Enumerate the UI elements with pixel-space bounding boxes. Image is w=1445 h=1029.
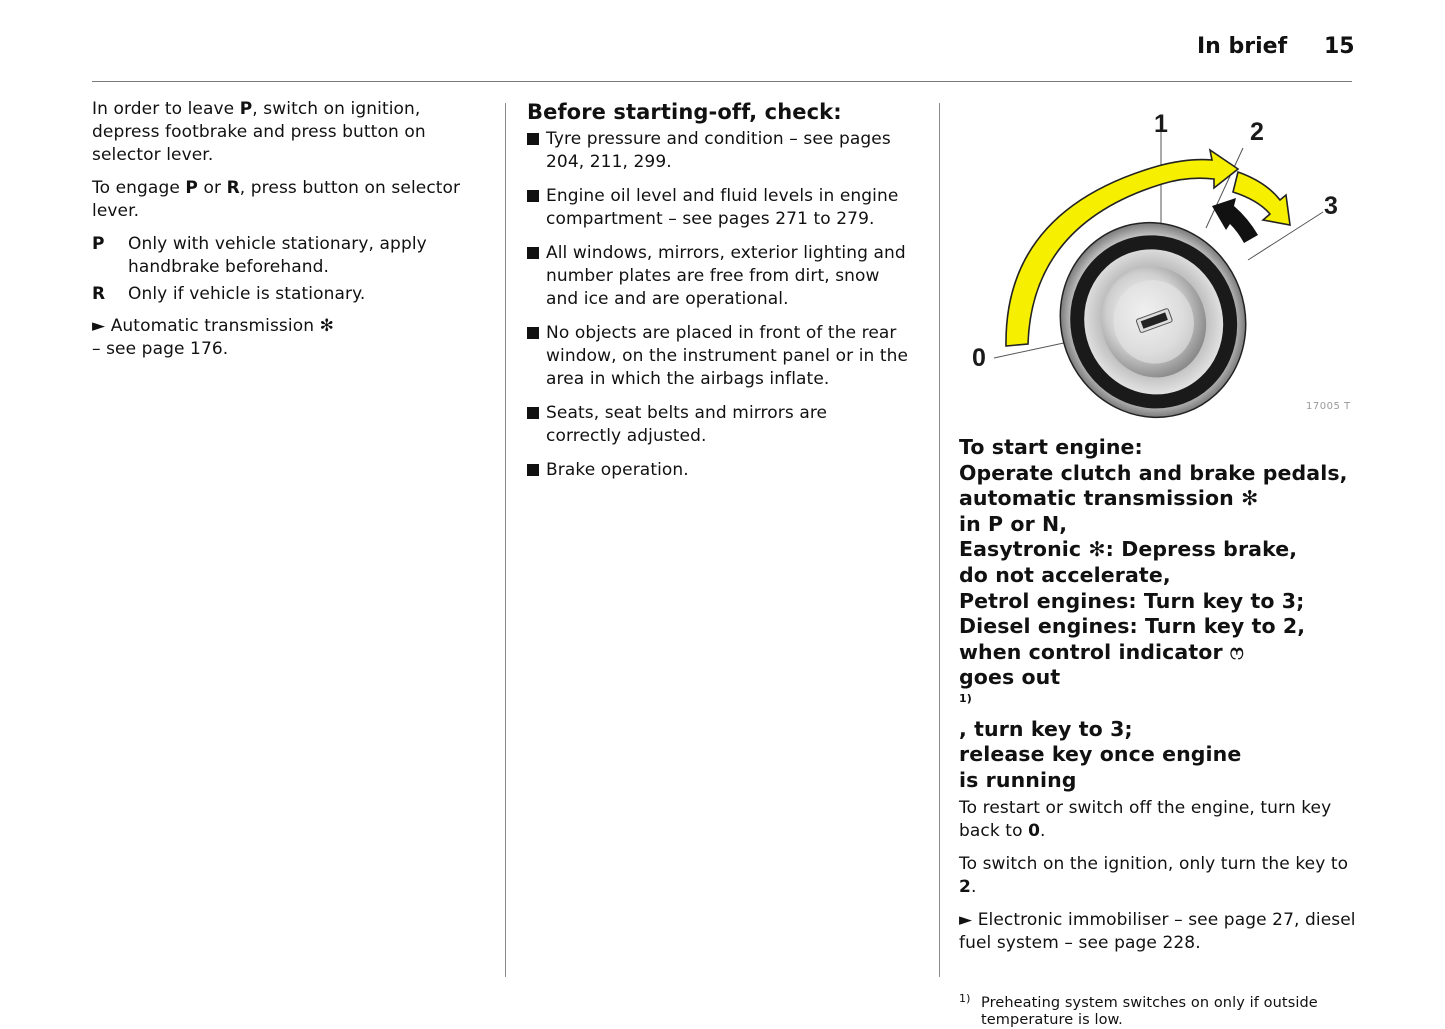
asterisk-option-icon: ✻ (319, 316, 334, 336)
start-engine-instructions (959, 435, 1359, 793)
reference-text: Automatic transmission (110, 316, 315, 336)
position-label-1: 1 (1154, 110, 1168, 138)
footnote-text: Preheating system switches on only if outside temperature is low. (981, 995, 1318, 1029)
text: To restart or switch off the engine, turn key back to (959, 798, 1332, 842)
text: . (1040, 821, 1046, 842)
column-divider (505, 103, 506, 977)
instruction-line: automatic transmission ✻ (959, 486, 1259, 511)
bold-text: 2 (959, 877, 971, 898)
arrow-right-icon: ► (959, 910, 973, 931)
gear-item (92, 283, 492, 306)
ignition-lock-illustration (948, 100, 1356, 420)
paragraph-ignition (959, 853, 1359, 899)
checklist-item (527, 185, 927, 231)
instruction-line: Petrol engines: Turn key to 3; (959, 588, 1305, 613)
square-bullet-icon (527, 464, 539, 476)
gear-description: Only if vehicle is stationary. (128, 284, 366, 304)
square-bullet-icon (527, 407, 539, 419)
column-divider (939, 103, 940, 977)
checklist-item (527, 128, 927, 174)
position-label-3: 3 (1324, 192, 1338, 220)
ignition-lock-icon (948, 100, 1356, 420)
instruction-line: Diesel engines: Turn key to 2, (959, 614, 1306, 639)
instruction-line: in P or N, (959, 511, 1068, 536)
figure-id: 17005 T (1306, 401, 1351, 412)
text: To engage (92, 178, 186, 198)
paragraph (92, 177, 492, 223)
gear-tag: P (92, 234, 105, 254)
checklist-item (527, 242, 927, 311)
text: or (197, 178, 227, 198)
bold-text: 0 (1028, 821, 1041, 842)
footnote (959, 992, 1359, 1029)
square-bullet-icon (527, 190, 539, 202)
middle-column (527, 98, 927, 493)
position-label-2: 2 (1250, 118, 1264, 146)
checklist-item (527, 459, 927, 482)
section-title: In brief (1197, 34, 1288, 59)
text: To switch on the ignition, only turn the key to (959, 854, 1349, 875)
text: In order to leave (92, 99, 240, 119)
text: goes out (959, 665, 1061, 690)
square-bullet-icon (527, 133, 539, 145)
instruction-line: is running (959, 767, 1077, 792)
black-arrow (1212, 198, 1258, 243)
square-bullet-icon (527, 327, 539, 339)
instruction-line: when control indicator ෆ (959, 639, 1244, 664)
instruction-line: release key once engine (959, 742, 1242, 767)
checklist-heading: Before starting-off, check: (527, 100, 842, 124)
checklist (527, 128, 927, 482)
left-column (92, 98, 492, 371)
checklist-text: All windows, mirrors, exterior lighting and number plates are free from dirt, snow and ice and are operational. (546, 243, 906, 309)
instruction-line: do not accelerate, (959, 562, 1171, 587)
instruction-line: Operate clutch and brake pedals, (959, 460, 1348, 485)
gear-item (92, 233, 492, 279)
reference-text: Electronic immobiliser – see page 27, diesel fuel system – see page 228. (959, 910, 1356, 954)
bold-text: P (185, 178, 198, 198)
square-bullet-icon (527, 247, 539, 259)
checklist-text: Engine oil level and fluid levels in engine compartment – see pages 271 to 279. (546, 186, 899, 229)
arrow-right-icon: ► (92, 316, 106, 336)
cross-reference[interactable] (92, 315, 492, 361)
instruction-line (959, 665, 1359, 742)
instruction-line: To start engine: (959, 435, 1143, 459)
text: . (970, 877, 977, 898)
checklist-text: Brake operation. (546, 460, 689, 480)
position-label-0: 0 (972, 344, 986, 372)
bold-text: R (226, 178, 240, 198)
checklist-text: Seats, seat belts and mirrors are correctly adjusted. (546, 403, 828, 446)
footnote-mark: 1) (959, 992, 971, 1006)
footnote-ref[interactable]: 1) (959, 692, 972, 706)
header-rule (92, 81, 1352, 82)
gear-tag: R (92, 284, 106, 304)
checklist-item (527, 322, 927, 391)
gear-description: Only with vehicle stationary, apply handbrake beforehand. (128, 234, 427, 277)
paragraph-restart (959, 797, 1359, 843)
checklist-item (527, 402, 927, 448)
text: , switch on ignition, depress footbrake and press button on selector lever. (92, 99, 426, 165)
reference-page: – see page 176. (92, 339, 229, 359)
page-number: 15 (1324, 34, 1355, 59)
instruction-line: Easytronic ✻: Depress brake, (959, 537, 1298, 562)
text: , turn key to 3; (959, 716, 1133, 741)
checklist-text: No objects are placed in front of the rear window, on the instrument panel or in the area in which the airbags inflate. (546, 323, 909, 389)
checklist-text: Tyre pressure and condition – see pages 204, 211, 299. (546, 129, 891, 172)
bold-text: P (239, 99, 253, 119)
right-column (959, 435, 1359, 1029)
paragraph (92, 98, 492, 167)
text: , press button on selector lever. (92, 178, 461, 221)
cross-reference[interactable] (959, 909, 1359, 955)
